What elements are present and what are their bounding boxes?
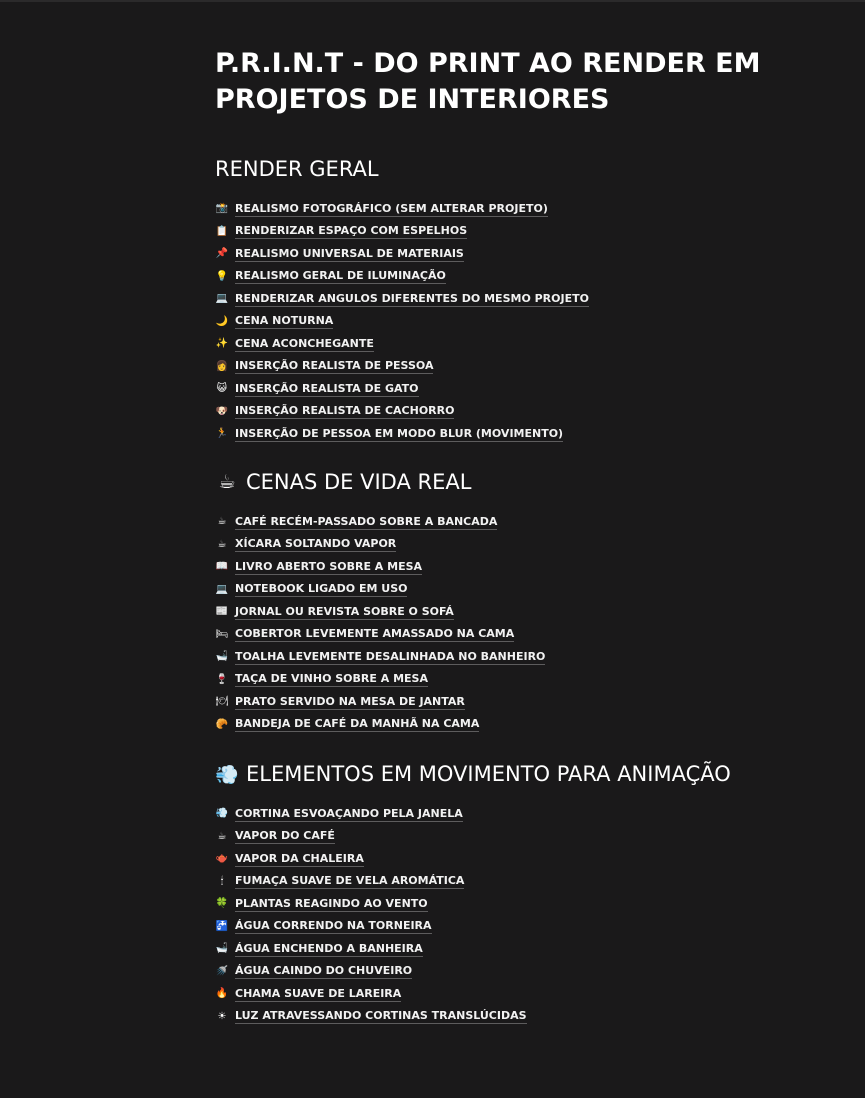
page-link[interactable]: CENA ACONCHEGANTE	[235, 336, 374, 350]
list-item	[215, 221, 835, 244]
page-link[interactable]: REALISMO UNIVERSAL DE MATERIAIS	[235, 246, 464, 260]
teapot-icon: 🫖	[215, 853, 229, 865]
page-link[interactable]: VAPOR DA CHALEIRA	[235, 851, 364, 865]
running-person-icon: 🏃	[215, 428, 229, 440]
page-link[interactable]: LIVRO ABERTO SOBRE A MESA	[235, 559, 423, 573]
page-title: P.R.I.N.T - DO PRINT AO RENDER EM PROJETOS DE INTERIORES	[215, 48, 761, 115]
page-link[interactable]: TOALHA LEVEMENTE DESALINHADA NO BANHEIRO	[235, 649, 546, 663]
page-link[interactable]: CAFÉ RECÉM-PASSADO SOBRE A BANCADA	[235, 514, 498, 528]
lightbulb-icon: 💡	[215, 270, 229, 282]
list-item	[215, 311, 835, 334]
page-link[interactable]: REALISMO GERAL DE ILUMINAÇÃO	[235, 269, 446, 283]
page-link[interactable]: CHAMA SUAVE DE LAREIRA	[235, 986, 402, 1000]
page-link[interactable]: VAPOR DO CAFÉ	[235, 829, 335, 843]
page-link[interactable]: JORNAL OU REVISTA SOBRE O SOFÁ	[235, 604, 454, 618]
fire-icon: 🔥	[215, 988, 229, 1000]
open-book-icon: 📖	[215, 561, 229, 573]
page-link[interactable]: INSERÇÃO DE PESSOA EM MODO BLUR (MOVIMENTO)	[235, 426, 564, 440]
list-item	[215, 198, 835, 221]
section-elementos-em-movimento	[215, 759, 835, 1028]
page-link[interactable]: PRATO SERVIDO NA MESA DE JANTAR	[235, 694, 465, 708]
coffee-cup-icon: ☕	[217, 538, 227, 550]
clover-icon: 🍀	[215, 898, 229, 910]
section-render-geral	[215, 154, 835, 446]
plate-icon: 🍽	[215, 696, 229, 708]
clipboard-icon: 📋	[215, 225, 229, 237]
page-link[interactable]: REALISMO FOTOGRÁFICO (SEM ALTERAR PROJETO)	[235, 201, 548, 215]
list-item	[215, 511, 835, 534]
list-item	[215, 401, 835, 424]
section-cenas-de-vida-real	[215, 467, 835, 736]
bathtub-icon: 🛁	[215, 943, 229, 955]
list-item	[215, 961, 835, 984]
page-link[interactable]: INSERÇÃO REALISTA DE CACHORRO	[235, 404, 455, 418]
page-link[interactable]: BANDEJA DE CAFÉ DA MANHÃ NA CAMA	[235, 717, 480, 731]
cat-face-icon: 😺	[216, 383, 228, 395]
list-item	[215, 938, 835, 961]
coffee-cup-icon: ☕	[217, 830, 227, 842]
woman-face-icon: 👩	[215, 360, 229, 372]
list-item	[215, 848, 835, 871]
list-item	[215, 916, 835, 939]
laptop-icon: 💻	[215, 583, 229, 595]
laptop-icon: 💻	[215, 293, 229, 305]
page-link[interactable]: INSERÇÃO REALISTA DE PESSOA	[235, 359, 434, 373]
page-link[interactable]: XÍCARA SOLTANDO VAPOR	[235, 537, 397, 551]
list-item	[215, 803, 835, 826]
page-link[interactable]: RENDERIZAR ESPAÇO COM ESPELHOS	[235, 224, 468, 238]
list-item	[215, 288, 835, 311]
section-heading	[215, 154, 835, 184]
page-link[interactable]: LUZ ATRAVESSANDO CORTINAS TRANSLÚCIDAS	[235, 1009, 527, 1023]
section-heading-text: ELEMENTOS EM MOVIMENTO PARA ANIMAÇÃO	[246, 762, 731, 786]
page-link[interactable]: COBERTOR LEVEMENTE AMASSADO NA CAMA	[235, 627, 515, 641]
link-list	[215, 803, 835, 1028]
list-item	[215, 983, 835, 1006]
page-link[interactable]: FUMAÇA SUAVE DE VELA AROMÁTICA	[235, 874, 465, 888]
coffee-cup-icon: ☕	[218, 471, 236, 493]
window-top-border	[0, 0, 865, 2]
list-item	[215, 714, 835, 737]
list-item	[215, 691, 835, 714]
list-item	[215, 893, 835, 916]
bathtub-icon: 🛁	[215, 651, 229, 663]
sparkles-icon: ✨	[215, 338, 229, 350]
page-link[interactable]: ÁGUA ENCHENDO A BANHEIRA	[235, 941, 423, 955]
crescent-moon-icon: 🌙	[215, 315, 229, 327]
list-item	[215, 826, 835, 849]
list-item	[215, 534, 835, 557]
section-heading	[215, 759, 835, 789]
list-item	[215, 266, 835, 289]
list-item	[215, 333, 835, 356]
page-link[interactable]: INSERÇÃO REALISTA DE GATO	[235, 381, 419, 395]
list-item	[215, 646, 835, 669]
shower-icon: 🚿	[215, 965, 229, 977]
page-link[interactable]: PLANTAS REAGINDO AO VENTO	[235, 896, 428, 910]
list-item	[215, 669, 835, 692]
page-link[interactable]: RENDERIZAR ANGULOS DIFERENTES DO MESMO PROJETO	[235, 291, 589, 305]
list-item	[215, 243, 835, 266]
candle-icon: 🕯	[220, 875, 224, 887]
page-link[interactable]: CORTINA ESVOAÇANDO PELA JANELA	[235, 806, 463, 820]
camera-icon: 📸	[215, 203, 229, 215]
list-item	[215, 556, 835, 579]
page-link[interactable]: ÁGUA CAINDO DO CHUVEIRO	[235, 964, 413, 978]
page-link[interactable]: ÁGUA CORRENDO NA TORNEIRA	[235, 919, 432, 933]
list-item	[215, 378, 835, 401]
newspaper-icon: 📰	[215, 606, 229, 618]
list-item	[215, 1006, 835, 1029]
link-list	[215, 511, 835, 736]
pushpin-icon: 📌	[215, 248, 229, 260]
list-item	[215, 624, 835, 647]
list-item	[215, 579, 835, 602]
list-item	[215, 423, 835, 446]
list-item	[215, 601, 835, 624]
page-link[interactable]: CENA NOTURNA	[235, 314, 334, 328]
section-heading	[215, 467, 835, 497]
link-list	[215, 198, 835, 446]
wine-glass-icon: 🍷	[215, 673, 229, 685]
page-link[interactable]: TAÇA DE VINHO SOBRE A MESA	[235, 672, 428, 686]
coffee-cup-icon: ☕	[217, 516, 227, 528]
page-content	[215, 46, 835, 1023]
wind-icon: 💨	[215, 763, 239, 786]
list-item	[215, 356, 835, 379]
croissant-icon: 🥐	[215, 718, 229, 730]
page-link[interactable]: NOTEBOOK LIGADO EM USO	[235, 582, 408, 596]
bed-icon: 🛏	[215, 628, 229, 640]
dog-face-icon: 🐶	[215, 405, 229, 417]
faucet-icon: 🚰	[215, 920, 229, 932]
section-heading-text: RENDER GERAL	[215, 157, 379, 181]
wind-icon: 💨	[215, 808, 229, 820]
section-heading-text: CENAS DE VIDA REAL	[246, 470, 472, 494]
sun-icon: ☀	[217, 1010, 227, 1022]
list-item	[215, 871, 835, 894]
